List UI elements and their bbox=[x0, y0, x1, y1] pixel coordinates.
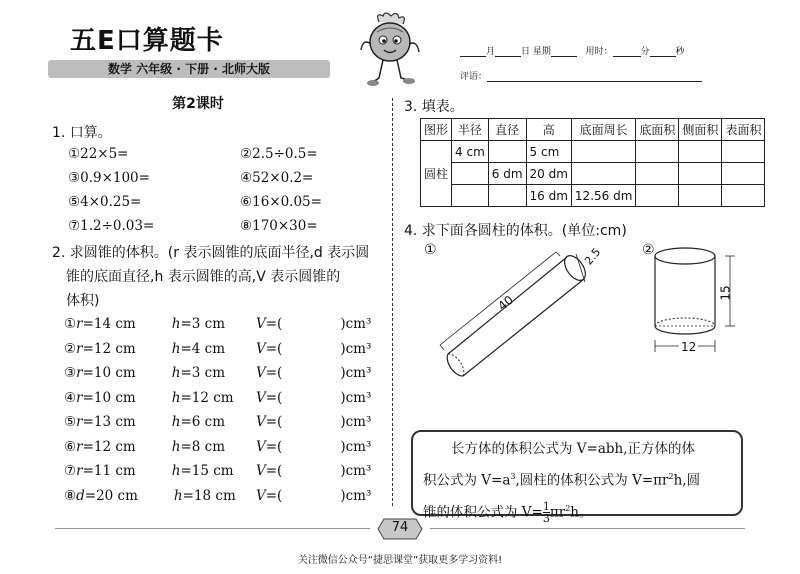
table-cell bbox=[636, 163, 679, 185]
table-cell: 16 dm bbox=[526, 185, 571, 207]
table-header: 底面积 bbox=[636, 119, 679, 141]
table-cell: 4 cm bbox=[452, 141, 489, 163]
q1-item: ⑥16×0.05= bbox=[240, 194, 322, 210]
q2-title: 体积) bbox=[66, 293, 100, 309]
q1-item: ⑦1.2÷0.03= bbox=[68, 218, 155, 234]
page-number: 74 bbox=[391, 520, 409, 535]
lesson-title: 第2课时 bbox=[172, 96, 224, 112]
q1-title: 1. 口算。 bbox=[52, 125, 112, 141]
q2-row: ④r=10 cm h=12 cm bbox=[64, 389, 234, 406]
q2-row: ⑧d=20 cm h=18 cm bbox=[64, 487, 236, 504]
fig2-height-label: 15 bbox=[718, 285, 733, 301]
table-header: 侧面积 bbox=[679, 119, 722, 141]
formula-line: 长方体的体积公式为 V=abh,正方体的体 bbox=[451, 441, 696, 457]
q2-answer-blank: V=( )cm³ bbox=[256, 414, 372, 430]
footer-rule-right bbox=[430, 528, 745, 529]
comment-field: 评语： bbox=[460, 69, 702, 82]
table-cell bbox=[452, 163, 489, 185]
table-header: 底面周长 bbox=[571, 119, 635, 141]
table-header: 图形 bbox=[421, 119, 452, 141]
q2-answer-blank: V=( )cm³ bbox=[256, 316, 372, 332]
q2-row: ①r=14 cm h=3 cm bbox=[64, 316, 225, 332]
q2-title: 2. 求圆锥的体积。(r 表示圆锥的底面半径,d 表示圆 bbox=[52, 245, 370, 261]
table-row bbox=[421, 141, 765, 163]
q1-item: ①22×5= bbox=[68, 146, 129, 162]
table-cell bbox=[571, 141, 635, 163]
q2-answer-blank: V=( )cm³ bbox=[256, 340, 372, 357]
q1-item: ⑤4×0.25= bbox=[68, 194, 142, 210]
table-cell bbox=[488, 141, 526, 163]
date-fields: 月 日 星期 用时： 分 秒 bbox=[460, 44, 685, 57]
q2-answer-blank: V=( )cm³ bbox=[256, 438, 372, 455]
table-cell bbox=[571, 163, 635, 185]
fig1-number: ① bbox=[424, 242, 437, 258]
formula-line: 锥的体积公式为 V= $\frac{1}{3}$ $\pi r^2h$。 bbox=[423, 500, 593, 525]
q1-item: ③0.9×100= bbox=[68, 170, 150, 186]
footer-rule-left bbox=[55, 528, 370, 529]
table-shape-cell: 圆柱 bbox=[421, 141, 452, 207]
table-cell bbox=[722, 141, 765, 163]
q2-title: 锥的底面直径,h 表示圆锥的高,V 表示圆锥的 bbox=[66, 269, 341, 285]
fig1-length-label: 40 bbox=[495, 292, 516, 314]
q2-row: ⑦r=11 cm h=15 cm bbox=[64, 463, 234, 479]
table-row bbox=[421, 163, 765, 185]
q2-row: ⑤r=13 cm h=6 cm bbox=[64, 414, 225, 430]
subject-bar: 数学 六年级 · 下册 · 北师大版 bbox=[48, 60, 330, 78]
table-cell bbox=[679, 185, 722, 207]
table-row bbox=[421, 185, 765, 207]
table-cell: 20 dm bbox=[526, 163, 571, 185]
brand-title: 五E口算题卡 bbox=[70, 26, 224, 56]
q4-title: 4. 求下面各圆柱的体积。(单位:cm) bbox=[404, 223, 627, 239]
table-cell bbox=[452, 185, 489, 207]
table-cell bbox=[636, 141, 679, 163]
table-header: 高 bbox=[526, 119, 571, 141]
q2-answer-blank: V=( )cm³ bbox=[256, 487, 372, 504]
fig2-cylinder bbox=[650, 240, 750, 360]
q3-title: 3. 填表。 bbox=[404, 99, 464, 115]
formula-box bbox=[411, 430, 743, 525]
formula-line: 积公式为 $V=a^3$,圆柱的体积公式为 $V=\pi r^2h$,圆 bbox=[423, 472, 701, 489]
mascot-illustration bbox=[355, 8, 425, 92]
table-cell bbox=[636, 185, 679, 207]
table-cell bbox=[722, 163, 765, 185]
q2-answer-blank: V=( )cm³ bbox=[256, 389, 372, 406]
q2-answer-blank: V=( )cm³ bbox=[256, 463, 372, 479]
fig1-diameter-label: 2.5 bbox=[582, 245, 604, 268]
table-header: 半径 bbox=[452, 119, 489, 141]
fig2-number: ② bbox=[642, 242, 655, 258]
q1-item: ④52×0.2= bbox=[240, 170, 314, 186]
table-cell bbox=[722, 185, 765, 207]
fig1-cylinder bbox=[430, 240, 610, 390]
q2-row: ⑥r=12 cm h=8 cm bbox=[64, 438, 225, 455]
column-divider bbox=[392, 98, 393, 506]
q2-row: ②r=12 cm h=4 cm bbox=[64, 340, 225, 357]
fig2-diameter-label: 12 bbox=[681, 340, 697, 354]
table-cell bbox=[488, 185, 526, 207]
table-cell bbox=[679, 141, 722, 163]
q2-answer-blank: V=( )cm³ bbox=[256, 365, 372, 381]
table-header-row bbox=[421, 119, 765, 141]
fill-table bbox=[420, 118, 765, 207]
footer-note: 关注微信公众号“捷思课堂”获取更多学习资料! bbox=[297, 555, 503, 566]
table-cell bbox=[679, 163, 722, 185]
table-header: 表面积 bbox=[722, 119, 765, 141]
q1-item: ②2.5÷0.5= bbox=[240, 146, 318, 162]
table-cell: 6 dm bbox=[488, 163, 526, 185]
q1-item: ⑧170×30= bbox=[240, 218, 318, 234]
q2-row: ③r=10 cm h=3 cm bbox=[64, 365, 225, 381]
table-header: 直径 bbox=[488, 119, 526, 141]
table-cell: 5 cm bbox=[526, 141, 571, 163]
table-cell: 12.56 dm bbox=[571, 185, 635, 207]
